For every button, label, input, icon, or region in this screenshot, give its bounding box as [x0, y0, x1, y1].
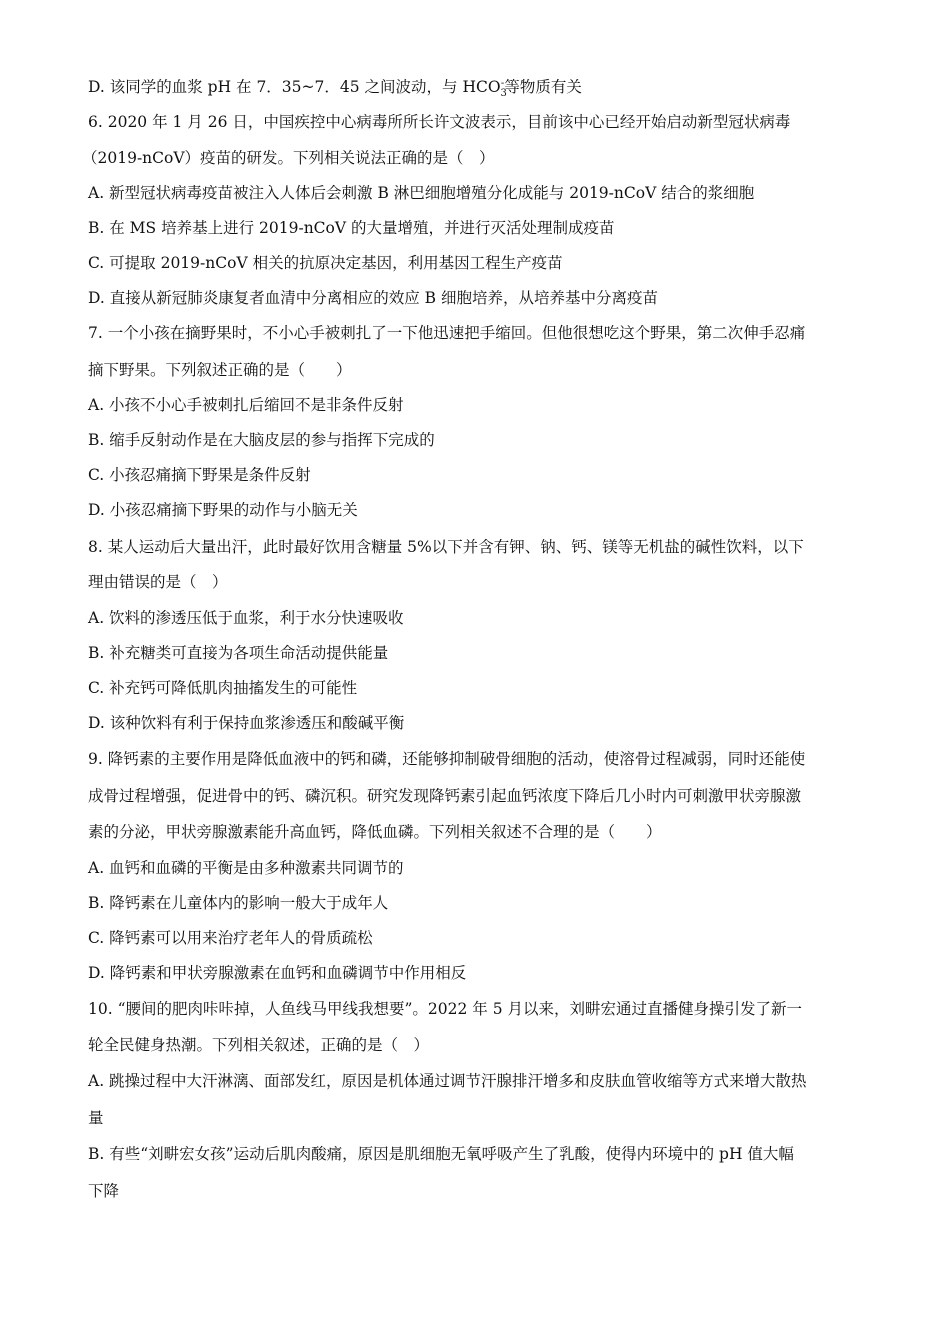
option-9a: A. 血钙和血磷的平衡是由多种激素共同调节的: [88, 859, 404, 877]
question-9-stem-cont-1: 成骨过程增强，促进骨中的钙、磷沉积。研究发现降钙素引起血钙浓度下降后几小时内可刺激甲状旁腺激: [88, 787, 802, 805]
option-6a: A. 新型冠状病毒疫苗被注入人体后会刺激 B 淋巴细胞增殖分化成能与 2019-nCoV 结合的浆细胞: [88, 184, 755, 202]
question-7-stem: 7. 一个小孩在摘野果时，不小心手被刺扎了一下他迅速把手缩回。但他很想吃这个野果，第二次伸手忍痛: [88, 324, 806, 342]
question-10-stem: 10. “腰间的肥肉咔咔掉，人鱼线马甲线我想要”。2022 年 5 月以来，刘畊宏通过直播健身操引发了新一: [88, 1000, 803, 1018]
option-8c: C. 补充钙可降低肌肉抽搐发生的可能性: [88, 679, 358, 697]
option-10b-cont: 下降: [88, 1182, 120, 1200]
question-8-stem-cont: 理由错误的是（ ）: [88, 573, 228, 591]
option-9b: B. 降钙素在儿童体内的影响一般大于成年人: [88, 894, 389, 912]
option-7b: B. 缩手反射动作是在大脑皮层的参与指挥下完成的: [88, 431, 435, 449]
option-10b: B. 有些“刘畊宏女孩”运动后肌肉酸痛，原因是肌细胞无氧呼吸产生了乳酸，使得内环境中的 pH 值大幅: [88, 1145, 794, 1163]
option-7c: C. 小孩忍痛摘下野果是条件反射: [88, 466, 311, 484]
question-9-stem: 9. 降钙素的主要作用是降低血液中的钙和磷，还能够抑制破骨细胞的活动，使溶骨过程减弱，同时还能使: [88, 750, 806, 768]
question-9-stem-cont-2: 素的分泌，甲状旁腺激素能升高血钙，降低血磷。下列相关叙述不合理的是（ ）: [88, 823, 662, 841]
option-6b: B. 在 MS 培养基上进行 2019-nCoV 的大量增殖，并进行灭活处理制成疫苗: [88, 219, 615, 237]
question-6-stem-cont: （2019-nCoV）疫苗的研发。下列相关说法正确的是（ ）: [82, 149, 495, 167]
option-7a: A. 小孩不小心手被刺扎后缩回不是非条件反射: [88, 396, 404, 414]
option-10a-cont: 量: [88, 1109, 104, 1127]
option-7d: D. 小孩忍痛摘下野果的动作与小脑无关: [88, 501, 358, 519]
option-6c: C. 可提取 2019-nCoV 相关的抗原决定基因，利用基因工程生产疫苗: [88, 254, 563, 272]
option-6d: D. 直接从新冠肺炎康复者血清中分离相应的效应 B 细胞培养，从培养基中分离疫苗: [88, 289, 658, 307]
option-8a: A. 饮料的渗透压低于血浆，利于水分快速吸收: [88, 609, 404, 627]
question-6-stem: 6. 2020 年 1 月 26 日，中国疾控中心病毒所所长许文波表示，目前该中心已经开始启动新型冠状病毒: [88, 113, 791, 131]
option-9d: D. 降钙素和甲状旁腺激素在血钙和血磷调节中作用相反: [88, 964, 467, 982]
option-5d: D. 该同学的血浆 pH 在 7．35~7．45 之间波动，与 $HCO_3^-$等物质有关: [88, 77, 582, 100]
question-10-stem-cont: 轮全民健身热潮。下列相关叙述，正确的是（ ）: [88, 1036, 430, 1054]
option-8b: B. 补充糖类可直接为各项生命活动提供能量: [88, 644, 389, 662]
option-8d: D. 该种饮料有利于保持血浆渗透压和酸碱平衡: [88, 714, 405, 732]
option-10a: A. 跳操过程中大汗淋漓、面部发红，原因是机体通过调节汗腺排汗增多和皮肤血管收缩等方式来增大散热: [88, 1072, 807, 1090]
question-7-stem-cont: 摘下野果。下列叙述正确的是（ ）: [88, 361, 352, 379]
question-8-stem: 8. 某人运动后大量出汗，此时最好饮用含糖量 5%以下并含有钾、钠、钙、镁等无机盐的碱性饮料，以下: [88, 538, 804, 556]
option-9c: C. 降钙素可以用来治疗老年人的骨质疏松: [88, 929, 373, 947]
